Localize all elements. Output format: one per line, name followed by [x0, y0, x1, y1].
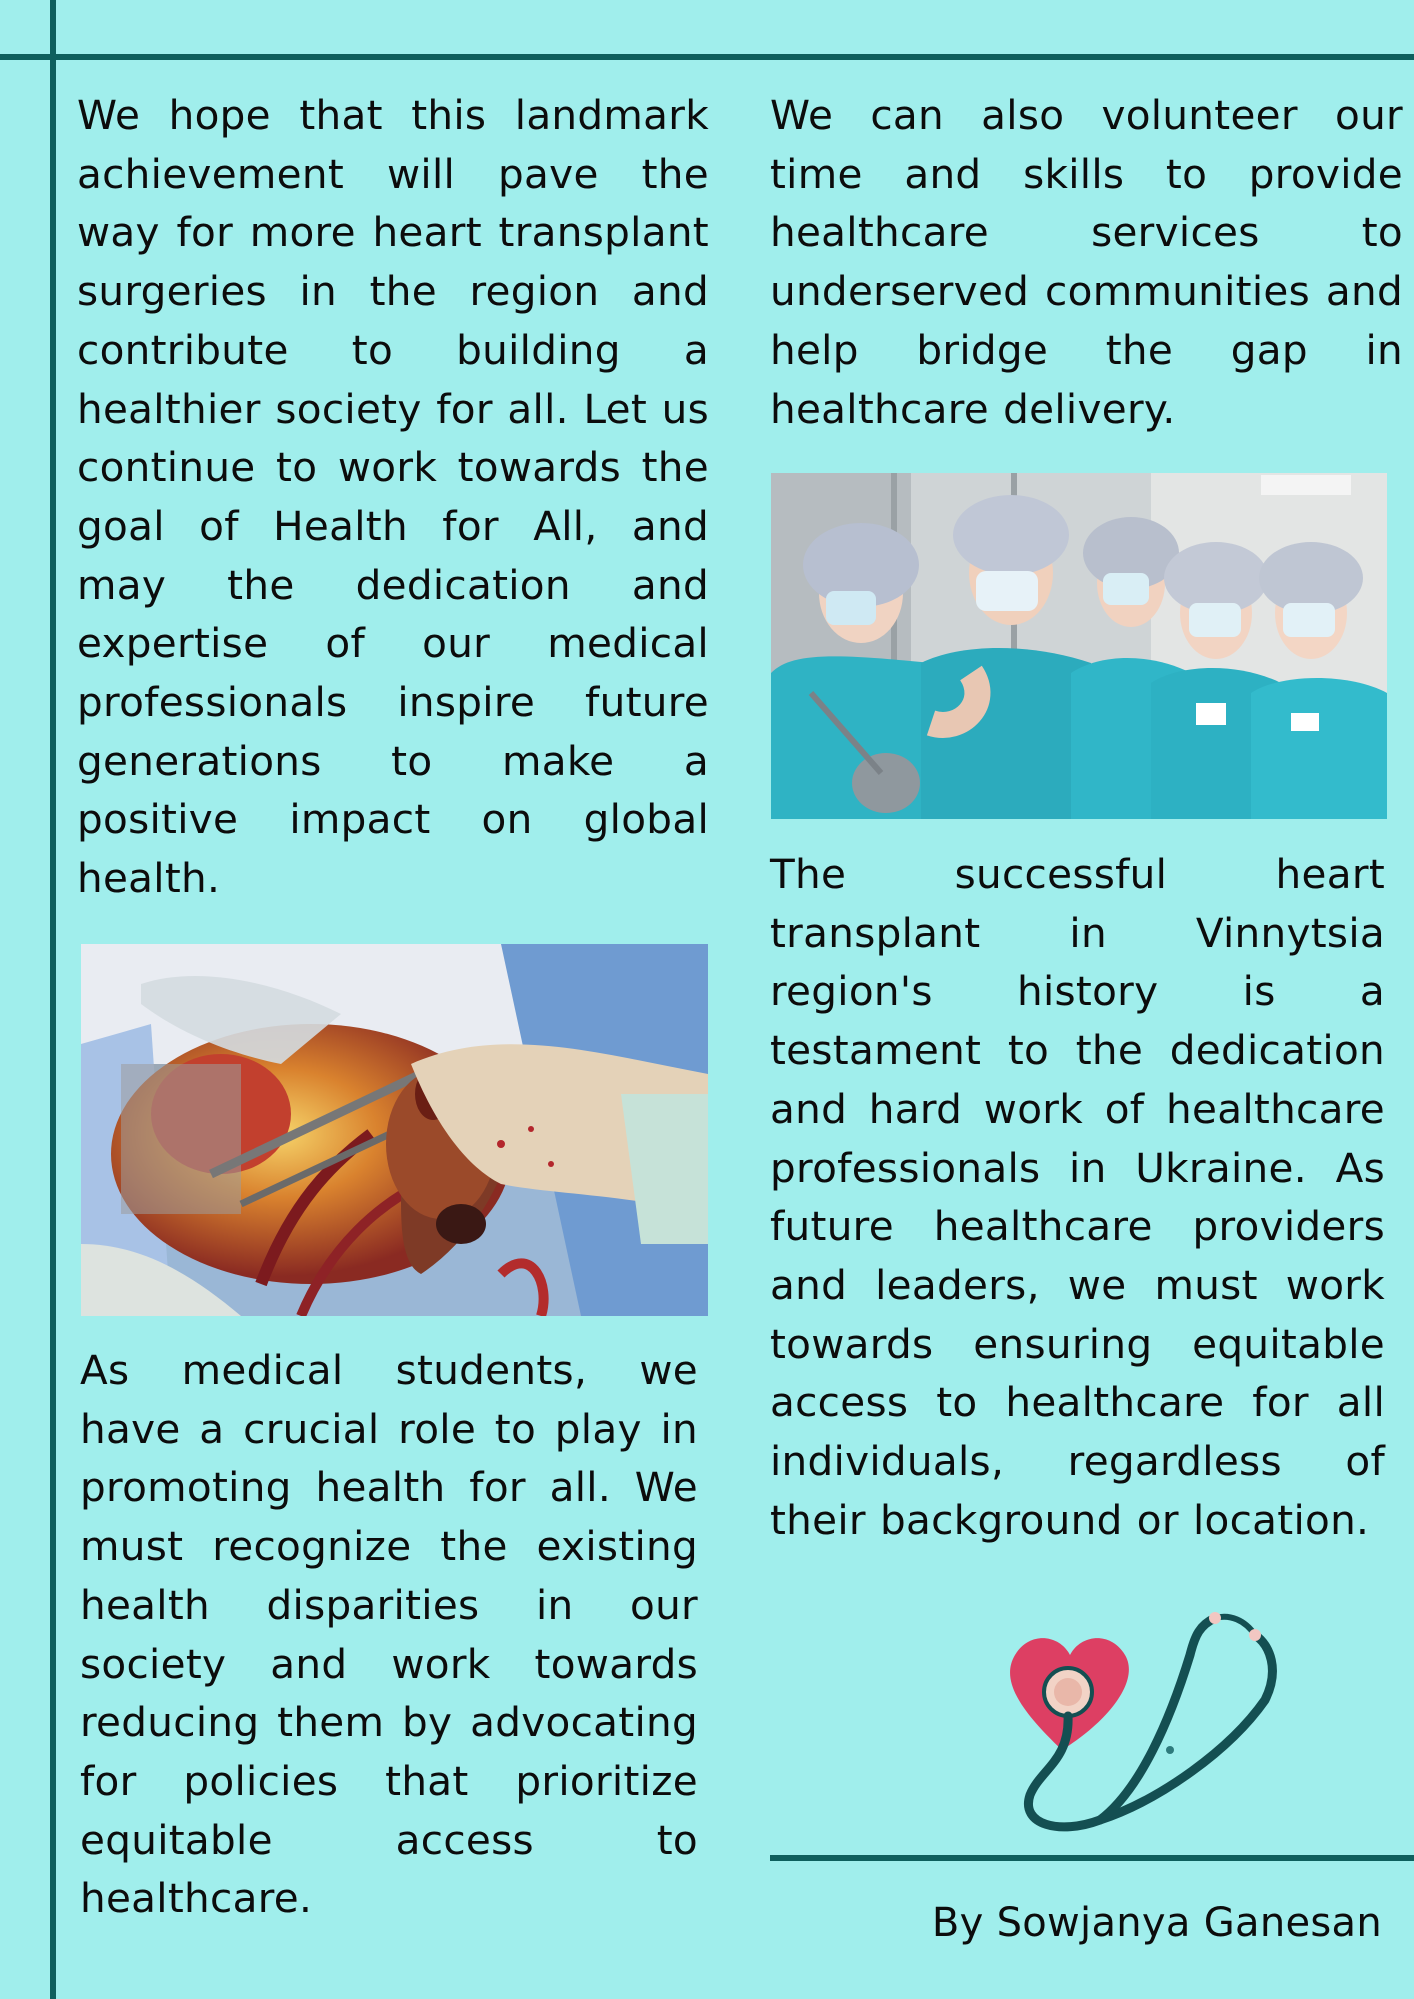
left-column-paragraph-2: As medical students, we have a crucial role to play in promoting health for all. We must recognize the existing health disparities in our society and work towards reducing them by advocating for policies that prioritize equitable access to healthcare. [80, 1346, 698, 1923]
left-column-paragraph-1: We hope that this landmark achievement will pave the way for more heart transplant surgeries in the region and contribute to building a healthier society for all. Let us continue to work towards the goal of Health for All, and may the dedication and expertise of our medical professionals inspire future generations to make a positive impact on global health. [77, 91, 709, 903]
medical-team-photo [771, 473, 1387, 819]
left-rule [50, 0, 56, 1999]
stethoscope-heart-icon [1000, 1610, 1290, 1840]
author-byline: By Sowjanya Ganesan [931, 1900, 1382, 1946]
right-column-paragraph-1: We can also volunteer our time and skills to provide healthcare services to underserved communities and help bridge the gap in healthcare delivery. [770, 91, 1403, 433]
signature-rule [770, 1855, 1414, 1861]
surgery-photo [81, 944, 708, 1316]
right-column-paragraph-2: The successful heart transplant in Vinnytsia region's history is a testament to the dedication and hard work of healthcare professionals in Ukraine. As future healthcare providers and leaders, we must work towards ensuring equitable access to healthcare for all individuals, regardless of their background or location. [770, 850, 1385, 1544]
top-rule [0, 54, 1414, 60]
